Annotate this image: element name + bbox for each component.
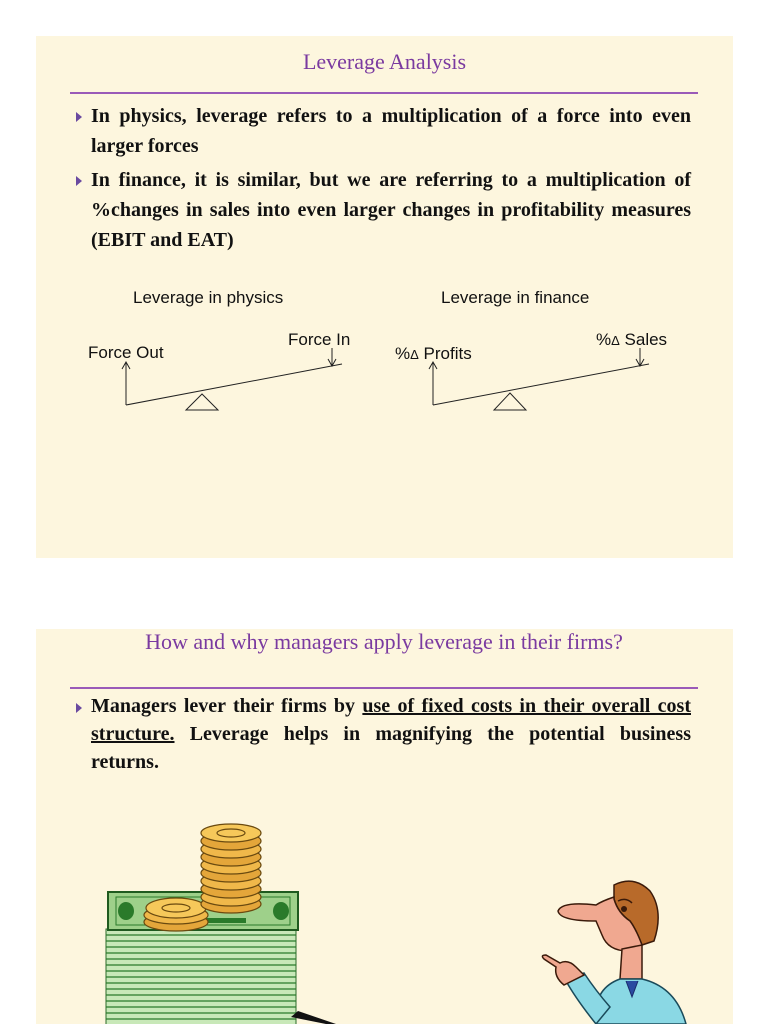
pointing-man-icon: [542, 881, 686, 1024]
delta-symbol: Δ: [410, 347, 419, 362]
fulcrum-icon: [186, 394, 218, 410]
slide-title: How and why managers apply leverage in their firms?: [145, 629, 623, 654]
pointer-stick: [291, 1011, 336, 1024]
fulcrum-icon: [494, 393, 526, 410]
physics-heading: Leverage in physics: [133, 288, 284, 307]
bullet-finance: In finance, it is similar, but we are referring to a multiplication of %changes in sales into even larger changes in profitability measures (EBIT and EAT): [91, 169, 691, 251]
slide-title: Leverage Analysis: [302, 49, 467, 74]
lever-diagrams: [36, 36, 733, 558]
underlined-phrase: use of fixed costs in their overall cost structure.: [91, 695, 691, 745]
force-out-label: Force Out: [88, 343, 164, 362]
bullet-managers: Managers lever their firms by use of fixed costs in their overall cost structure. Leverage helps in magnifying the potential business returns.: [91, 695, 691, 773]
slide-leverage-analysis: [36, 36, 733, 558]
physics-lever: [122, 348, 342, 410]
finance-lever: [429, 348, 649, 410]
sales-label: %Δ Sales: [596, 330, 668, 349]
bullet-physics: In physics, leverage refers to a multiplication of a force into even larger forces: [91, 105, 691, 157]
force-in-label: Force In: [288, 330, 351, 349]
lever-beam: [126, 364, 342, 405]
slide-managers-leverage: [36, 629, 733, 1024]
illustrations: [36, 629, 733, 1024]
profits-label: %Δ Profits: [395, 344, 472, 363]
lever-beam: [433, 364, 649, 405]
finance-heading: Leverage in finance: [441, 288, 590, 307]
delta-symbol: Δ: [611, 333, 620, 348]
